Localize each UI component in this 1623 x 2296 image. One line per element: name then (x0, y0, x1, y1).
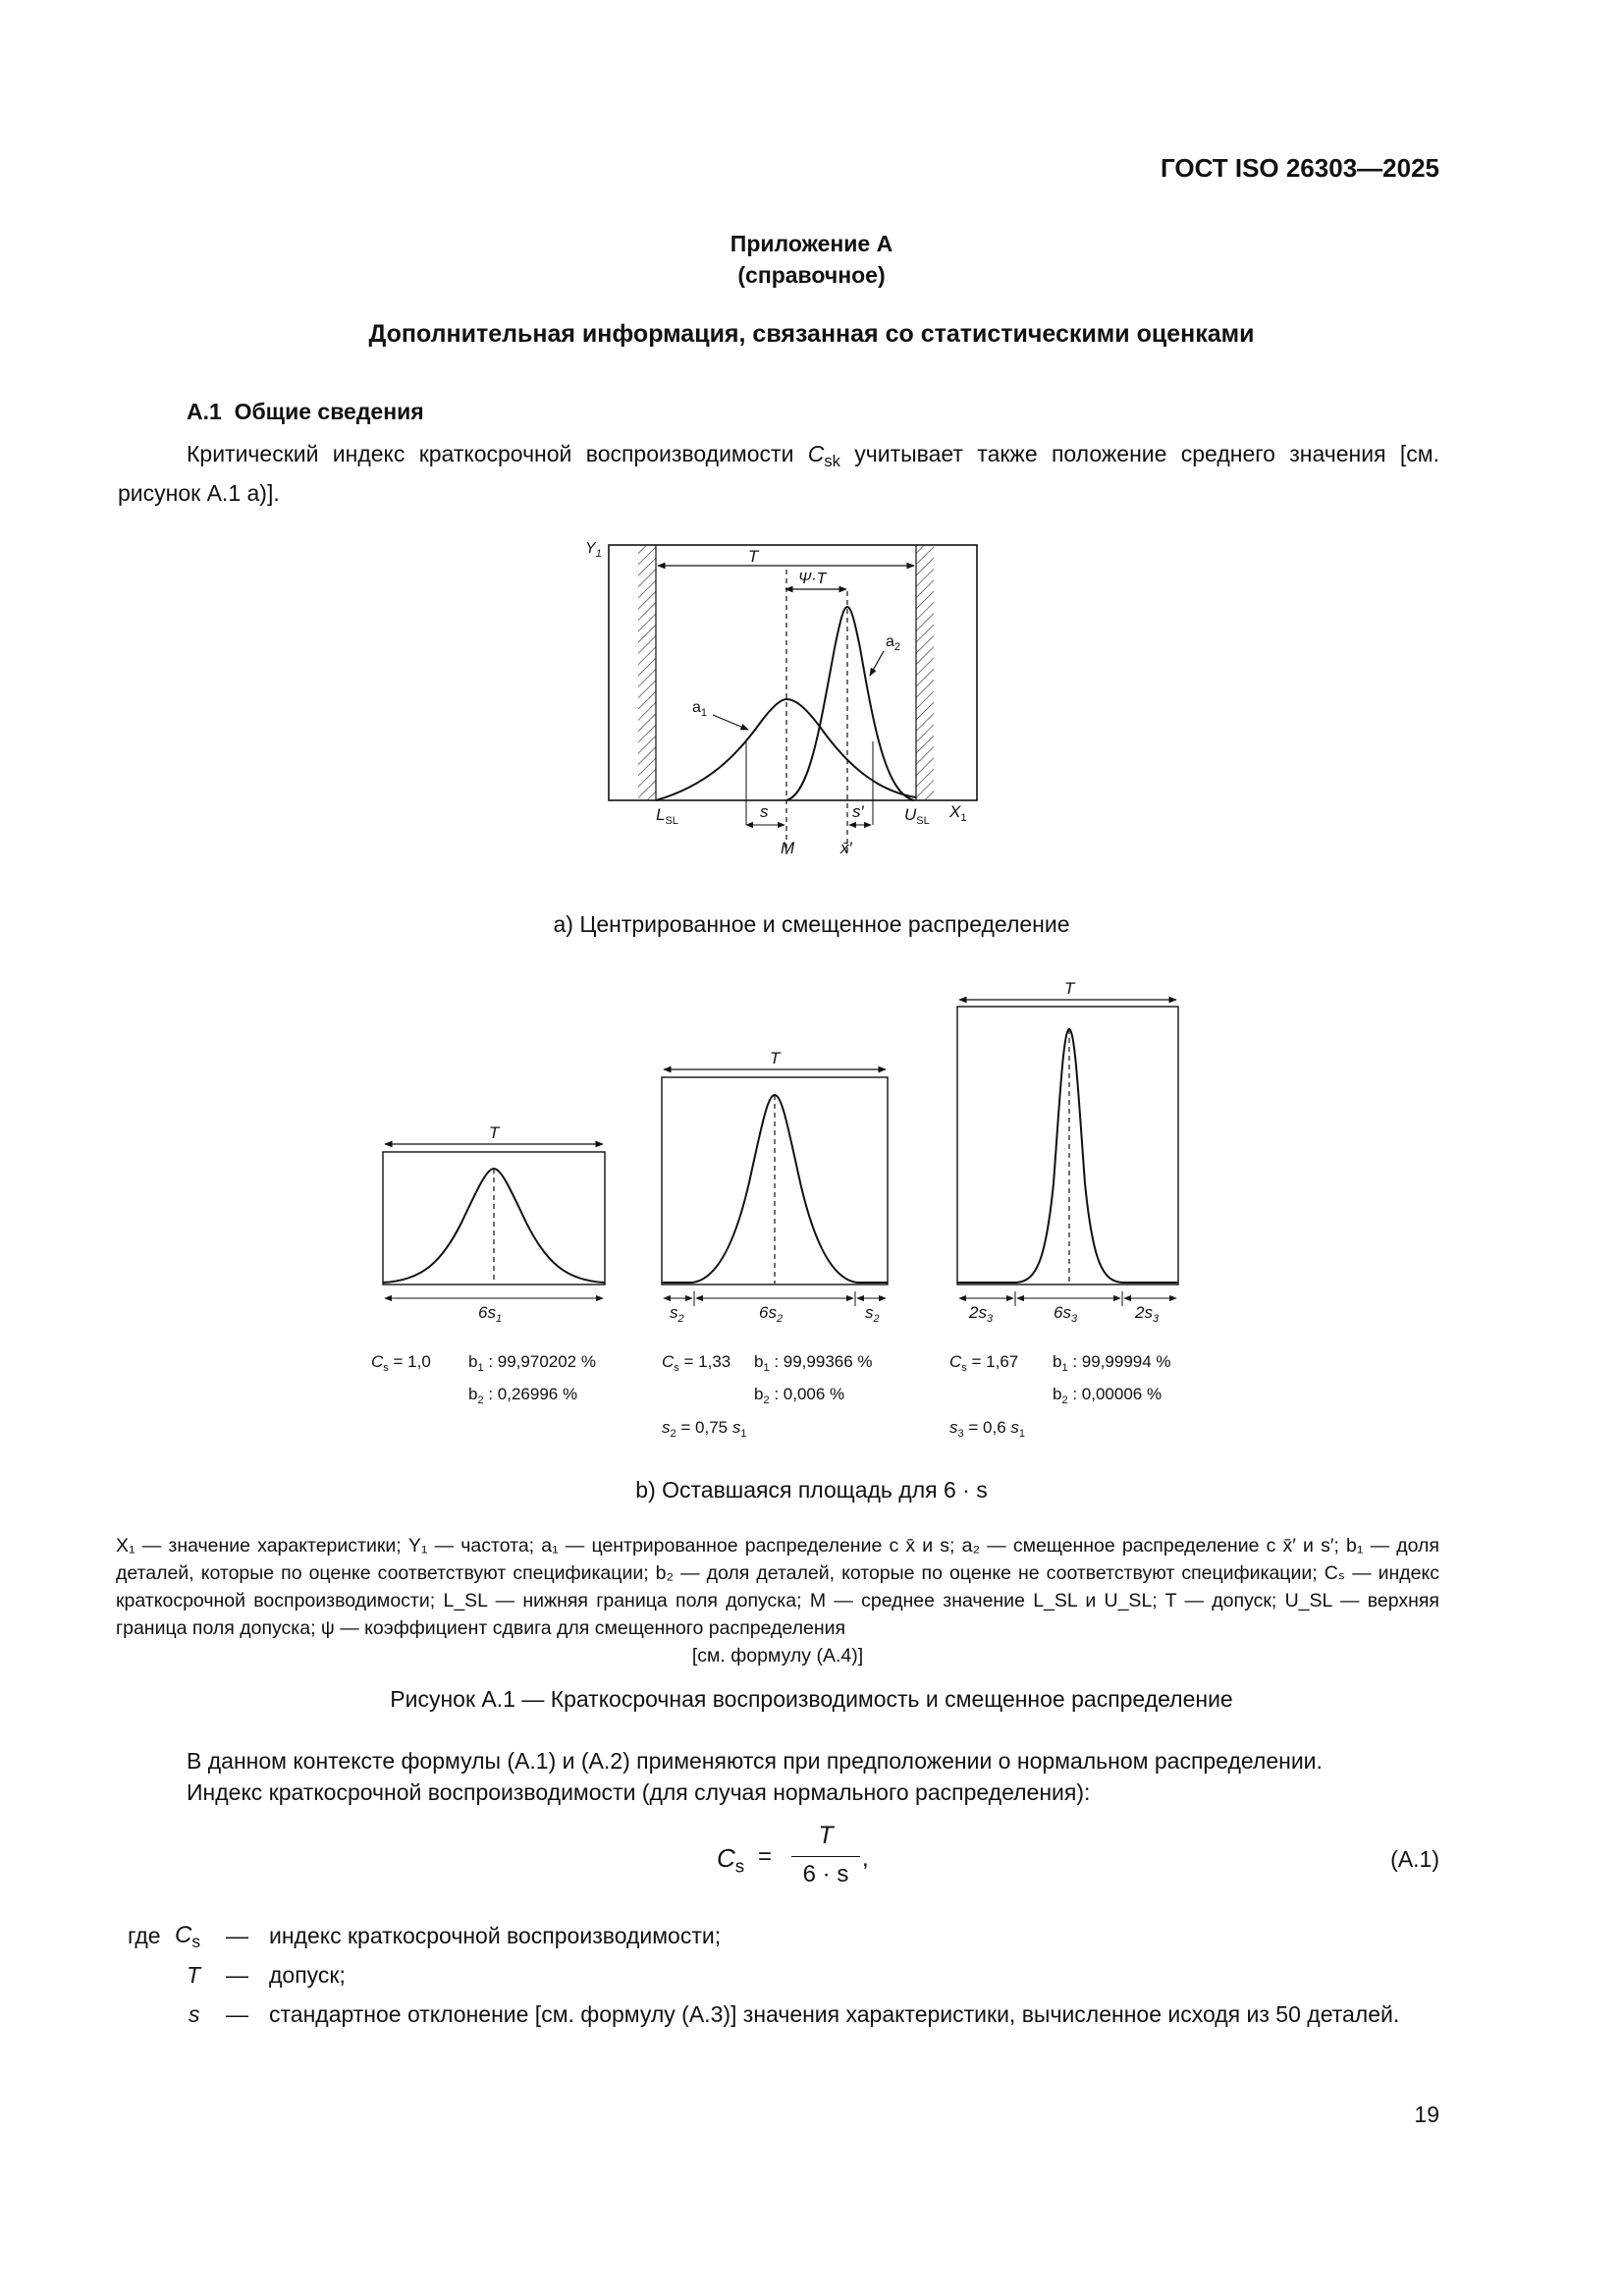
formula-lhs: $C_s$ (717, 1843, 745, 1877)
annex-label: Приложение А (730, 231, 893, 256)
panel-1-width: $6s_1$ (478, 1303, 503, 1325)
where-dash-3: — (226, 2001, 248, 2027)
panel-1-b1: $b_1$ : 99,970202 % (468, 1352, 596, 1374)
document-title: Дополнительная информация, связанная со статистическими оценками (368, 320, 1255, 348)
section-number: А.1 (187, 399, 222, 424)
annex-type: (справочное) (737, 262, 886, 288)
paragraph-context: В данном контексте формулы (А.1) и (А.2) применяются при предположении о нормальном распределении. (187, 1748, 1323, 1774)
label-a2: $a_2$ (886, 633, 901, 653)
figure-a-diagram (550, 530, 1041, 884)
section-title: Общие сведения (234, 399, 424, 424)
label-xprime: x̄′ (840, 839, 852, 857)
label-x1: $X_1$ (949, 802, 967, 824)
figure-b-caption: b) Оставшаяся площадь для 6 · s (635, 1477, 988, 1503)
where-def-s: стандартное отклонение [см. формулу (А.3)] значения характеристики, вычисленное исходя из 50 деталей. (269, 2001, 1400, 2027)
where-sym-s: s (189, 2001, 200, 2027)
label-lsl: $L_{SL}$ (656, 805, 678, 827)
formula-numerator: T (818, 1822, 834, 1849)
panel-1-cs: $C_s = 1,0$ (371, 1352, 431, 1374)
panel-2-t: T (770, 1049, 781, 1067)
panel-2-b2: $b_2$ : 0,006 % (754, 1385, 845, 1406)
label-s: s (760, 802, 769, 821)
where-def-t: допуск; (269, 1962, 346, 1988)
panel-3 (949, 979, 1178, 1440)
panel-3-left: $2s_3$ (969, 1303, 994, 1325)
panel-2-cs: $C_s = 1,33$ (662, 1352, 731, 1374)
panel-3-width: $6s_3$ (1054, 1303, 1078, 1325)
label-a1: $a_1$ (692, 699, 708, 719)
panel-3-t: T (1064, 979, 1075, 998)
figure-legend (116, 1532, 1439, 1669)
page-number: 19 (1414, 2102, 1439, 2127)
panel-2-b1: $b_1$ : 99,99366 % (754, 1352, 873, 1374)
panel-2-srel: $s_2 = 0,75$ $s_1$ (662, 1418, 747, 1440)
formula-number: (А.1) (1390, 1846, 1439, 1872)
panel-3-srel: $s_3 = 0,6$ $s_1$ (949, 1418, 1026, 1440)
panel-3-b1: $b_1$ : 99,99994 % (1053, 1352, 1171, 1374)
figure-caption: Рисунок А.1 — Краткосрочная воспроизводимость и смещенное распределение (390, 1686, 1233, 1712)
where-dash-2: — (226, 1962, 248, 1988)
where-intro: где (128, 1923, 161, 1948)
label-usl: $U_{SL}$ (904, 805, 930, 827)
where-def-cs: индекс краткосрочной воспроизводимости; (269, 1923, 722, 1948)
panel-2-width: $6s_2$ (759, 1303, 784, 1325)
panel-2-left: $s_2$ (670, 1303, 684, 1325)
panel-1 (371, 1123, 605, 1406)
panel-3-curve (957, 1029, 1178, 1283)
annex-title (0, 228, 1623, 291)
figure-a-caption: а) Центрированное и смещенное распределение (553, 911, 1070, 937)
panel-3-cs: $C_s = 1,67$ (949, 1352, 1019, 1374)
where-dash-1: — (226, 1923, 248, 1948)
label-m: M (781, 839, 795, 857)
panel-3-right: $2s_3$ (1135, 1303, 1160, 1325)
legend-text: X₁ — значение характеристики; Y₁ — частота; a₁ — центрированное распределение с x̄ и s; a₂ — смещенное распределение с x̄′ и s′; b₁ — доля деталей, которые по оценке соответствуют спецификации; b₂ — доля деталей, которые по оценке не соответствуют спецификации; Cₛ — индекс краткосрочной воспроизводимости; L_SL — нижняя граница поля допуска; M — среднее значение L_SL и U_SL; T — допуск; U_SL — верхняя граница поля допуска; ψ — коэффициент сдвига для смещенного распределения (116, 1535, 1439, 1639)
label-t: T (748, 547, 759, 566)
panel-2 (662, 1049, 888, 1440)
leader-a1 (713, 715, 748, 730)
where-list (128, 1920, 1439, 2057)
lsl-hatch (638, 545, 656, 800)
legend-last-line: [см. формулу (А.4)] (691, 1645, 864, 1667)
formula-fraction-bar (791, 1856, 860, 1857)
formula-comma: , (862, 1845, 869, 1872)
section-heading (187, 399, 424, 425)
panel-3-b2: $b_2$ : 0,00006 % (1053, 1385, 1163, 1406)
panel-1-b2: $b_2$ : 0,26996 % (468, 1385, 578, 1406)
formula-denominator: 6 · s (802, 1861, 849, 1887)
document-id: ГОСТ ISO 26303—2025 (1160, 153, 1439, 183)
usl-hatch (916, 545, 934, 800)
formula-eq: = (758, 1843, 773, 1870)
curve-a2 (786, 607, 914, 800)
figure-b-diagram (363, 967, 1208, 1463)
leader-a2 (870, 651, 884, 676)
panel-2-right: $s_2$ (865, 1303, 880, 1325)
formula-a1 (717, 1822, 913, 1900)
label-y1: $Y_1$ (585, 540, 602, 560)
label-sprime: s′ (852, 802, 864, 821)
panel-1-t: T (489, 1123, 500, 1142)
where-sym-t: T (187, 1962, 201, 1988)
paragraph-intro: Критический индекс краткосрочной воспроизводимости $C_{sk}$ учитывает также положение среднего значения [см. рисунок А.1 а)]. (118, 441, 1439, 506)
where-sym-cs: $C_s$ (175, 1922, 200, 1952)
label-psi: Ψ·T (798, 571, 827, 587)
paragraph-index: Индекс краткосрочной воспроизводимости (для случая нормального распределения): (187, 1779, 1091, 1805)
